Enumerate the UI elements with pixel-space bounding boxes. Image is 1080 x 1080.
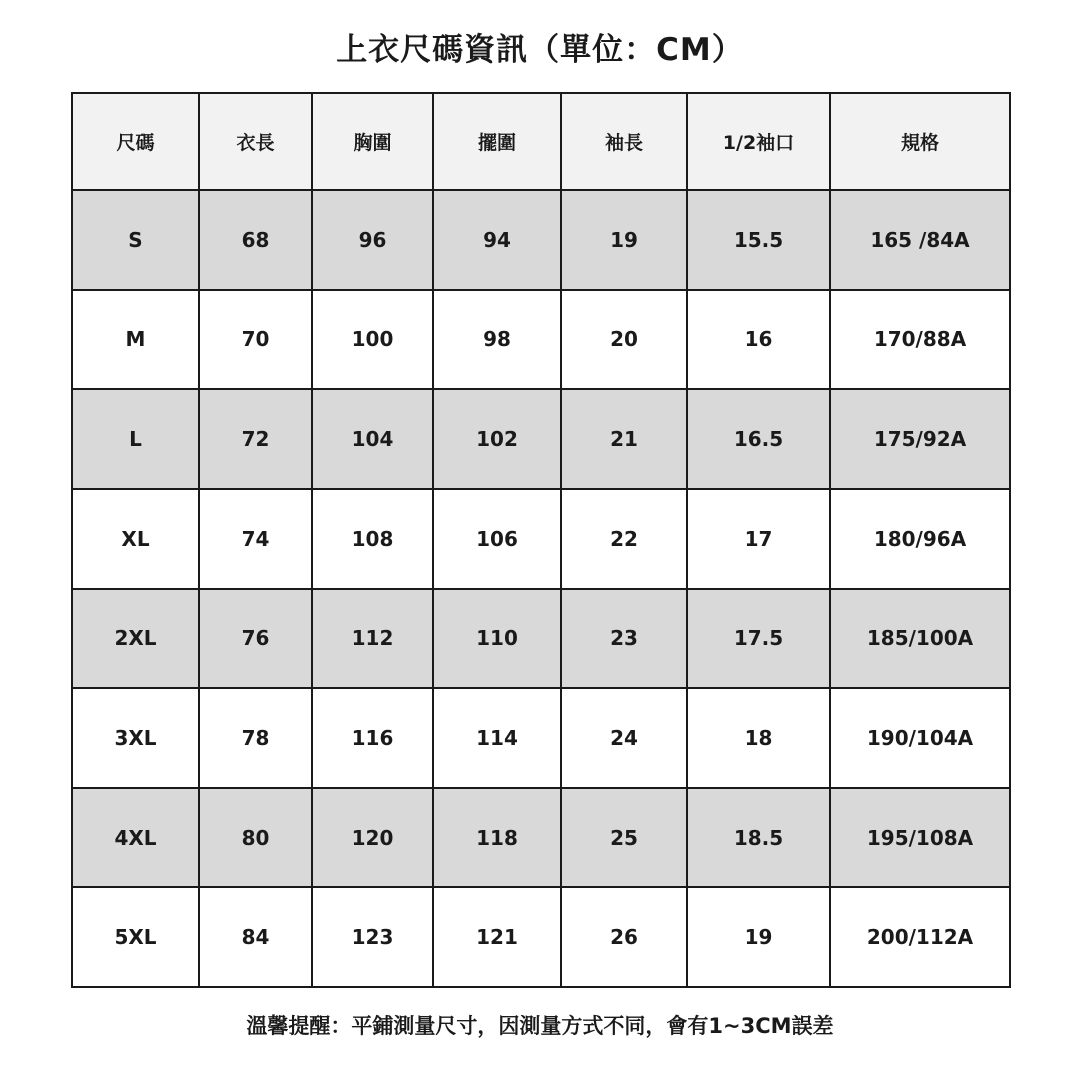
table-cell: 74 xyxy=(199,489,312,589)
table-cell: 5XL xyxy=(72,887,199,987)
table-cell: 4XL xyxy=(72,788,199,888)
table-cell: S xyxy=(72,190,199,290)
table-cell: 80 xyxy=(199,788,312,888)
table-cell: 68 xyxy=(199,190,312,290)
table-cell: 108 xyxy=(312,489,433,589)
header-sleeve-length: 袖長 xyxy=(561,93,687,190)
table-cell: 17 xyxy=(687,489,830,589)
table-cell: 190/104A xyxy=(830,688,1010,788)
table-cell: 20 xyxy=(561,290,687,390)
table-cell: XL xyxy=(72,489,199,589)
table-row xyxy=(72,290,1010,390)
header-spec: 規格 xyxy=(830,93,1010,190)
header-half-cuff: 1/2袖口 xyxy=(687,93,830,190)
table-cell: 94 xyxy=(433,190,561,290)
table-cell: 118 xyxy=(433,788,561,888)
table-cell: 106 xyxy=(433,489,561,589)
table-cell: 185/100A xyxy=(830,589,1010,689)
table-cell: 18.5 xyxy=(687,788,830,888)
table-cell: 24 xyxy=(561,688,687,788)
table-row xyxy=(72,688,1010,788)
table-cell: 72 xyxy=(199,389,312,489)
table-cell: L xyxy=(72,389,199,489)
table-cell: 18 xyxy=(687,688,830,788)
table-cell: 195/108A xyxy=(830,788,1010,888)
table-cell: 21 xyxy=(561,389,687,489)
table-cell: 22 xyxy=(561,489,687,589)
table-row xyxy=(72,389,1010,489)
table-cell: 25 xyxy=(561,788,687,888)
table-cell: 23 xyxy=(561,589,687,689)
table-cell: 102 xyxy=(433,389,561,489)
table-cell: 120 xyxy=(312,788,433,888)
table-cell: 19 xyxy=(687,887,830,987)
header-chest: 胸圍 xyxy=(312,93,433,190)
measurement-note: 溫馨提醒：平鋪測量尺寸，因測量方式不同，會有1~3CM誤差 xyxy=(246,1014,834,1038)
table-cell: 3XL xyxy=(72,688,199,788)
table-row xyxy=(72,589,1010,689)
table-cell: 180/96A xyxy=(830,489,1010,589)
table-cell: 84 xyxy=(199,887,312,987)
table-cell: 96 xyxy=(312,190,433,290)
table-cell: 19 xyxy=(561,190,687,290)
table-cell: 121 xyxy=(433,887,561,987)
table-cell: 104 xyxy=(312,389,433,489)
header-hem: 擺圍 xyxy=(433,93,561,190)
table-cell: 16 xyxy=(687,290,830,390)
table-cell: 17.5 xyxy=(687,589,830,689)
table-header-row xyxy=(72,93,1010,190)
table-cell: 110 xyxy=(433,589,561,689)
header-length: 衣長 xyxy=(199,93,312,190)
table-cell: 200/112A xyxy=(830,887,1010,987)
table-cell: 76 xyxy=(199,589,312,689)
table-row xyxy=(72,887,1010,987)
table-cell: 112 xyxy=(312,589,433,689)
table-cell: 2XL xyxy=(72,589,199,689)
table-cell: 175/92A xyxy=(830,389,1010,489)
table-cell: 26 xyxy=(561,887,687,987)
table-cell: 70 xyxy=(199,290,312,390)
table-cell: 15.5 xyxy=(687,190,830,290)
table-cell: 100 xyxy=(312,290,433,390)
table-cell: 116 xyxy=(312,688,433,788)
table-row xyxy=(72,788,1010,888)
page-title: 上衣尺碼資訊（單位：CM） xyxy=(336,32,744,68)
table-row xyxy=(72,190,1010,290)
table-cell: 165 /84A xyxy=(830,190,1010,290)
table-cell: 170/88A xyxy=(830,290,1010,390)
table-cell: M xyxy=(72,290,199,390)
header-size: 尺碼 xyxy=(72,93,199,190)
table-cell: 123 xyxy=(312,887,433,987)
table-cell: 16.5 xyxy=(687,389,830,489)
table-cell: 114 xyxy=(433,688,561,788)
table-cell: 98 xyxy=(433,290,561,390)
table-row xyxy=(72,489,1010,589)
table-cell: 78 xyxy=(199,688,312,788)
size-chart-table xyxy=(71,92,1011,988)
